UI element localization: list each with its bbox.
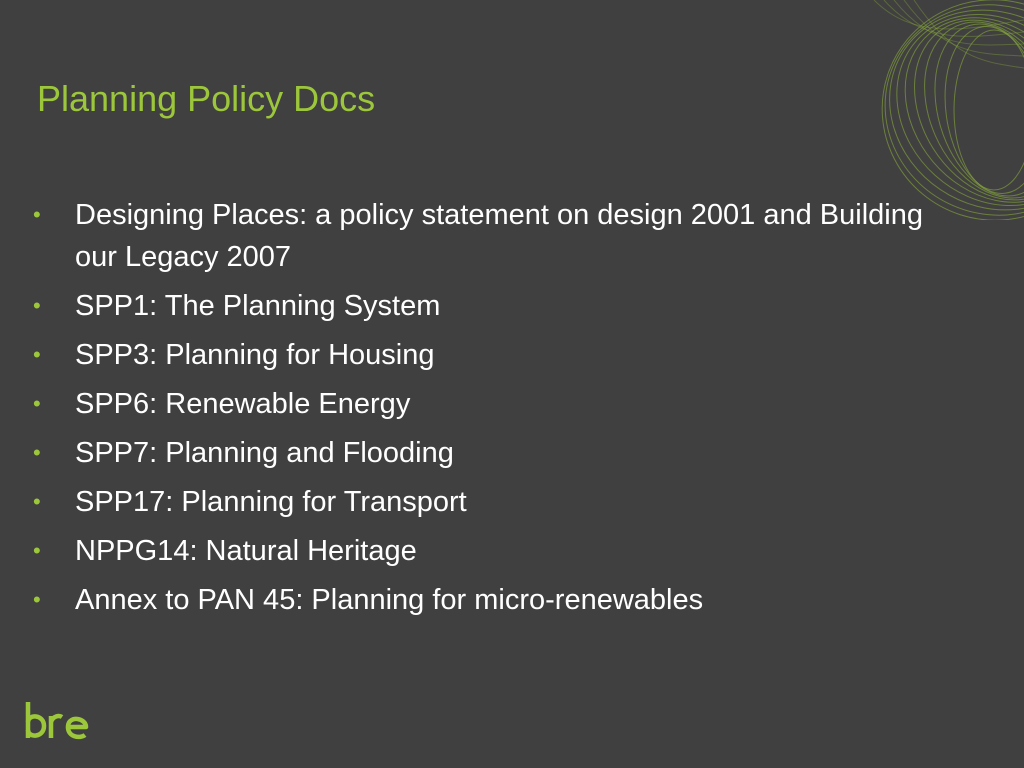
bullet-item [30, 334, 970, 376]
bullet-text: SPP1: The Planning System [75, 290, 441, 322]
bullet-text: Annex to PAN 45: Planning for micro-renewables [75, 584, 704, 616]
bullet-item [30, 579, 970, 621]
bullet-item [30, 530, 970, 572]
bullet-text: Designing Places: a policy statement on design 2001 and Building our Legacy 2007 [75, 199, 923, 273]
bullet-text: SPP17: Planning for Transport [75, 486, 467, 518]
bullet-item [30, 194, 970, 278]
bullet-text: SPP3: Planning for Housing [75, 339, 435, 371]
bre-logo [24, 700, 90, 744]
bullet-dot-icon: • [33, 489, 41, 514]
bullet-item [30, 432, 970, 474]
bullet-item [30, 285, 970, 327]
bullet-dot-icon: • [33, 538, 41, 563]
bullet-dot-icon: • [33, 391, 41, 416]
bullet-text: SPP6: Renewable Energy [75, 388, 411, 420]
concentric-rings-decoration [844, 0, 1024, 220]
bullet-dot-icon: • [33, 440, 41, 465]
bullet-text: SPP7: Planning and Flooding [75, 437, 454, 469]
bullet-item [30, 383, 970, 425]
bullet-dot-icon: • [33, 293, 41, 318]
bullet-item [30, 481, 970, 523]
bullet-dot-icon: • [33, 342, 41, 367]
bullet-dot-icon: • [33, 202, 41, 227]
bullet-list [30, 194, 970, 628]
bullet-dot-icon: • [33, 587, 41, 612]
slide-title: Planning Policy Docs [37, 78, 376, 119]
bullet-text: NPPG14: Natural Heritage [75, 535, 417, 567]
